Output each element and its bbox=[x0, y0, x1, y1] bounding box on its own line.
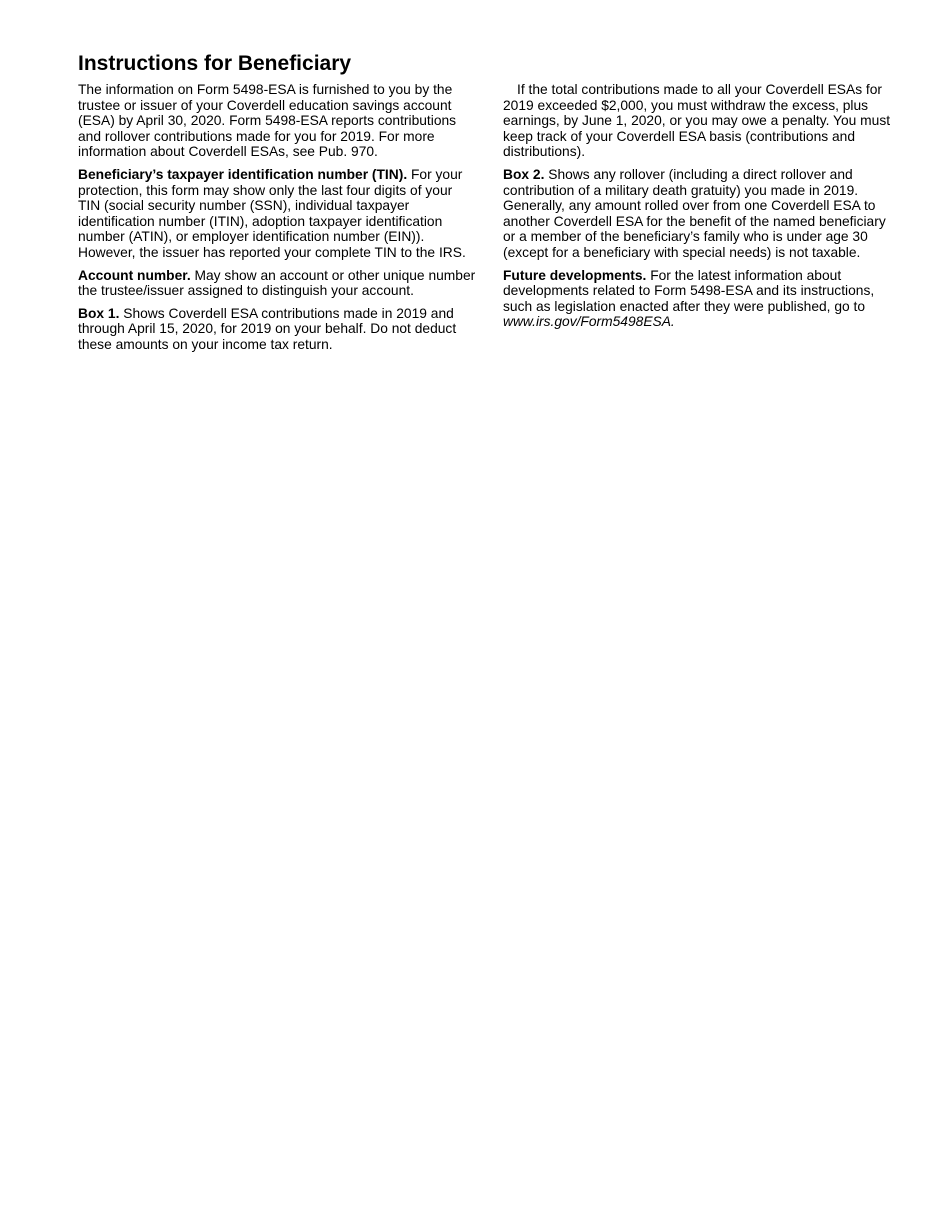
box2-paragraph bbox=[503, 167, 898, 261]
box2-text: Shows any rollover (including a direct rollover and contribution of a military death gratuity) you made in 2019. Generally, any amount rolled over from one Coverdell ESA to another Coverdell ESA for the benefit of the named beneficiary or a member of the beneficiary’s family who is under age 30 (except for a beneficiary with special needs) is not taxable. bbox=[503, 166, 886, 260]
box1-text: Shows Coverdell ESA contributions made in 2019 and through April 15, 2020, for 2019 on your behalf. Do not deduct these amounts on your income tax return. bbox=[78, 305, 457, 352]
intro-paragraph: The information on Form 5498-ESA is furnished to you by the trustee or issuer of your Coverdell education savings account (ESA) by April 30, 2020. Form 5498-ESA reports contributions and rollover contributions made for you for 2019. For more information about Coverdell ESAs, see Pub. 970. bbox=[78, 82, 457, 160]
box2-heading: Box 2. bbox=[503, 166, 545, 182]
account-number-paragraph bbox=[78, 268, 478, 299]
tin-heading: Beneficiary’s taxpayer identification number (TIN). bbox=[78, 166, 408, 182]
excess-contributions-paragraph: If the total contributions made to all your Coverdell ESAs for 2019 exceeded $2,000, you must withdraw the excess, plus earnings, by June 1, 2020, or you may owe a penalty. You must keep track of your Coverdell ESA basis (contributions and distributions). bbox=[503, 82, 891, 160]
tin-text: For your protection, this form may show only the last four digits of your TIN (social security number (SSN), individual taxpayer identification number (ITIN), adoption taxpayer identification number (ATIN), or employer identification number (EIN)). However, the issuer has reported your complete TIN to the IRS. bbox=[78, 166, 466, 260]
tin-paragraph bbox=[78, 167, 478, 261]
future-developments-paragraph bbox=[503, 268, 898, 330]
page-title: Instructions for Beneficiary bbox=[78, 52, 352, 75]
account-number-heading: Account number. bbox=[78, 267, 191, 283]
future-developments-text: For the latest information about developments related to Form 5498-ESA and its instructions, such as legislation enacted after they were published, go to bbox=[503, 267, 875, 314]
box1-heading: Box 1. bbox=[78, 305, 120, 321]
right-column bbox=[503, 82, 898, 337]
account-number-text: May show an account or other unique number the trustee/issuer assigned to distinguish your account. bbox=[78, 267, 476, 299]
box1-paragraph bbox=[78, 306, 478, 353]
irs-form-link[interactable]: www.irs.gov/Form5498ESA. bbox=[503, 314, 675, 330]
left-column bbox=[78, 82, 478, 360]
future-developments-heading: Future developments. bbox=[503, 267, 647, 283]
